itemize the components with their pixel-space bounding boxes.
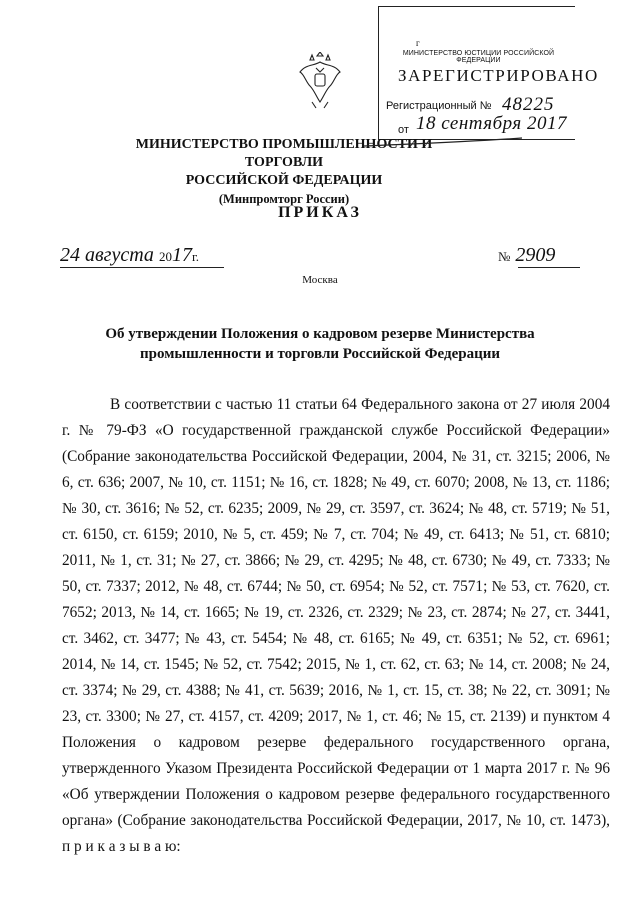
- body-paragraph: В соответствии с частью 11 статьи 64 Федерального закона от 27 июля 2004 г. № 79-ФЗ «О государственной гражданской службе Российской Федерации» (Собрание законодательства Российской Федерации, 2004, № 31, ст. 3215; 2006, № 6, ст. 636; 2007, № 10, ст. 1151; № 16, ст. 1828; № 49, ст. 6070; 2008, № 13, ст. 1186; № 30, ст. 3616; № 52, ст. 6235; 2009, № 29, ст. 3597, ст. 3624; № 48, ст. 5719; № 51, ст. 6150, ст. 6159; 2010, № 5, ст. 459; № 7, ст. 704; № 49, ст. 6413; № 51, ст. 6810; 2011, № 1, ст. 31; № 27, ст. 3866; № 29, ст. 4295; № 48, ст. 6730; № 49, ст. 7333; № 50, ст. 7337; 2012, № 48, ст. 6744; № 50, ст. 6954; № 52, ст. 7571; № 53, ст. 7620, ст. 7652; 2013, № 14, ст. 1665; № 19, ст. 2326, ст. 2329; № 23, ст. 2874; № 27, ст. 3441, ст. 3462, ст. 3477; № 43, ст. 5454; № 48, ст. 6165; № 49, ст. 6351; № 52, ст. 6961; 2014, № 14, ст. 1545; № 52, ст. 7542; 2015, № 1, ст. 62, ст. 63; № 14, ст. 2008; № 24, ст. 3374; № 29, ст. 4388; № 41, ст. 5639; 2016, № 1, ст. 15, ст. 38; № 22, ст. 3091; № 23, ст. 3300; № 27, ст. 4157, ст. 4209; 2017, № 1, ст. 46; № 15, ст. 2139) и пунктом 4 Положения о кадровом резерве федерального государственного органа, утвержденного Указом Президента Российской Федерации от 1 марта 2017 г. № 96 «Об утверждении Положения о кадровом резерве федерального государственного органа» (Собрание законодательства Российской Федерации, 2017, № 10, ст. 1473), п р и к а з ы в а ю:: [62, 396, 610, 855]
- stamp-ministry-name: МИНИСТЕРСТВО ЮСТИЦИИ РОССИЙСКОЙ ФЕДЕРАЦИИ: [402, 50, 555, 64]
- document-heading: [100, 324, 540, 364]
- stamp-date-label: от: [398, 124, 409, 136]
- order-number-prefix: №: [498, 249, 511, 264]
- ministry-name-line2: РОССИЙСКОЙ ФЕДЕРАЦИИ: [185, 173, 383, 188]
- ministry-name-line1: МИНИСТЕРСТВО ПРОМЫШЛЕННОСТИ И ТОРГОВЛИ: [135, 137, 433, 170]
- stamp-registration-number: 48225: [502, 94, 555, 115]
- order-year-prefix: 20: [158, 249, 172, 264]
- document-body: [62, 392, 610, 860]
- stamp-registration-number-label: Регистрационный №: [386, 100, 492, 112]
- order-date-handwritten: 24 августа: [60, 244, 154, 266]
- order-date: [60, 244, 199, 267]
- heading-line2: промышленности и торговли Российской Федерации: [140, 346, 500, 362]
- order-title: ПРИКАЗ: [278, 204, 362, 221]
- coat-of-arms-icon: [296, 52, 344, 110]
- number-underline: [518, 267, 580, 268]
- stamp-registered-label: ЗАРЕГИСТРИРОВАНО: [398, 66, 599, 85]
- stamp-mark: г: [416, 38, 420, 48]
- stamp-registration-date: 18 сентября 2017: [416, 113, 567, 134]
- stamp-overstrike-line: [358, 132, 528, 156]
- order-number: [498, 244, 555, 267]
- order-number-handwritten: 2909: [515, 244, 556, 266]
- order-year-suffix: г.: [191, 249, 200, 264]
- date-underline: [60, 267, 224, 268]
- heading-line1: Об утверждении Положения о кадровом резерве Министерства: [105, 326, 535, 342]
- ministry-short-name: (Минпромторг России): [218, 192, 350, 206]
- order-year-handwritten: 17: [171, 244, 192, 266]
- order-city: Москва: [302, 274, 338, 286]
